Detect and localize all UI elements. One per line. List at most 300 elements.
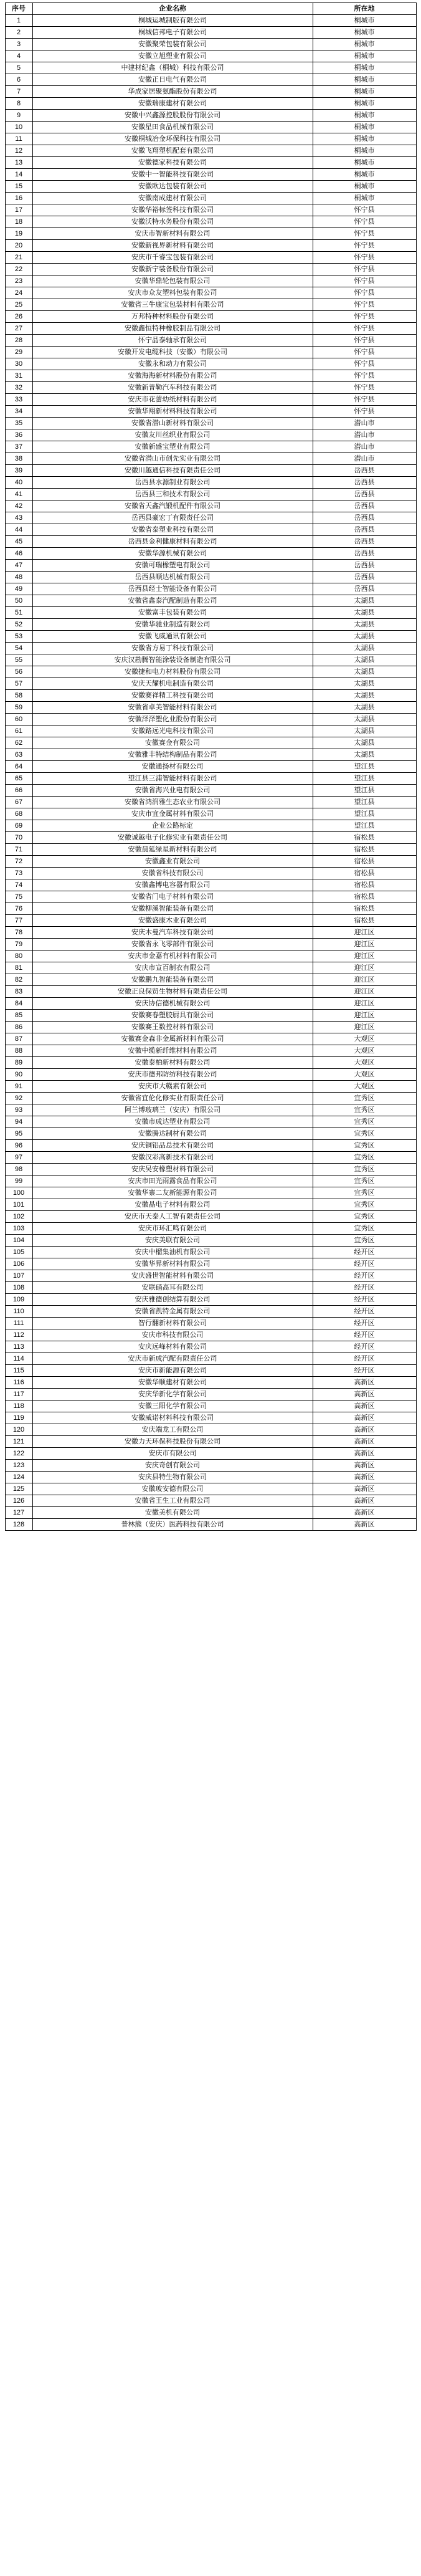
cell-index: 7 (5, 86, 32, 98)
cell-location: 潜山市 (313, 429, 416, 441)
cell-enterprise-name: 安庆美联有限公司 (32, 1235, 313, 1247)
table-row (5, 74, 416, 86)
cell-index: 113 (5, 1341, 32, 1353)
cell-location: 桐城市 (313, 145, 416, 157)
cell-enterprise-name: 安徽桐城冶金环保科技有限公司 (32, 133, 313, 145)
cell-location: 望江县 (313, 761, 416, 773)
cell-location: 潜山市 (313, 418, 416, 429)
cell-location: 经开区 (313, 1329, 416, 1341)
cell-location: 宿松县 (313, 856, 416, 868)
cell-index: 63 (5, 749, 32, 761)
cell-index: 77 (5, 915, 32, 927)
cell-enterprise-name: 安庆市德邦防纺科技有限公司 (32, 1069, 313, 1081)
cell-index: 122 (5, 1448, 32, 1460)
cell-enterprise-name: 安徽赛王数控材料有限公司 (32, 1022, 313, 1033)
cell-index: 34 (5, 406, 32, 418)
table-row (5, 299, 416, 311)
cell-enterprise-name: 万邦特种材料股份有限公司 (32, 311, 313, 323)
cell-enterprise-name: 安庆市宜金属材料有限公司 (32, 808, 313, 820)
table-row (5, 1033, 416, 1045)
cell-enterprise-name: 安徽欧达包装有限公司 (32, 181, 313, 193)
cell-location: 宜秀区 (313, 1211, 416, 1223)
cell-enterprise-name: 安徽腾达制材有限公司 (32, 1128, 313, 1140)
cell-location: 怀宁县 (313, 216, 416, 228)
cell-index: 53 (5, 631, 32, 643)
table-row (5, 1294, 416, 1306)
cell-location: 怀宁县 (313, 275, 416, 287)
cell-enterprise-name: 安徽瑞康建材有限公司 (32, 98, 313, 110)
cell-enterprise-name: 安徽华裕标签科技有限公司 (32, 204, 313, 216)
cell-enterprise-name: 安庆华新化学有限公司 (32, 1389, 313, 1401)
cell-index: 71 (5, 844, 32, 856)
cell-index: 2 (5, 27, 32, 39)
cell-location: 岳西县 (313, 512, 416, 524)
cell-index: 81 (5, 962, 32, 974)
table-row (5, 1093, 416, 1104)
cell-enterprise-name: 安徽省宜伦化修实业有限责任公司 (32, 1093, 313, 1104)
table-row (5, 50, 416, 62)
table-row (5, 418, 416, 429)
cell-enterprise-name: 安徽雅丰特结构制品有限公司 (32, 749, 313, 761)
cell-index: 61 (5, 725, 32, 737)
table-row (5, 15, 416, 27)
table-row (5, 370, 416, 382)
cell-enterprise-name: 安徽省天鑫汽锻机配件有限公司 (32, 500, 313, 512)
cell-enterprise-name: 安徽华源机械有限公司 (32, 548, 313, 560)
cell-enterprise-name: 怀宁晶泰轴承有限公司 (32, 335, 313, 347)
cell-index: 27 (5, 323, 32, 335)
cell-index: 44 (5, 524, 32, 536)
table-row (5, 27, 416, 39)
table-row (5, 524, 416, 536)
cell-enterprise-name: 安徽新普勒汽车科技有限公司 (32, 382, 313, 394)
cell-index: 89 (5, 1057, 32, 1069)
cell-enterprise-name: 岳西县金利健康材料有限公司 (32, 536, 313, 548)
table-row (5, 595, 416, 607)
cell-index: 47 (5, 560, 32, 572)
cell-location: 怀宁县 (313, 370, 416, 382)
cell-location: 桐城市 (313, 157, 416, 169)
cell-location: 怀宁县 (313, 347, 416, 358)
cell-index: 3 (5, 39, 32, 50)
table-row (5, 216, 416, 228)
cell-index: 93 (5, 1104, 32, 1116)
cell-index: 43 (5, 512, 32, 524)
cell-location: 高新区 (313, 1472, 416, 1483)
cell-location: 经开区 (313, 1294, 416, 1306)
cell-index: 62 (5, 737, 32, 749)
cell-location: 经开区 (313, 1306, 416, 1318)
cell-location: 望江县 (313, 785, 416, 797)
cell-enterprise-name: 安庆市众友塑料包装有限公司 (32, 287, 313, 299)
cell-location: 经开区 (313, 1341, 416, 1353)
cell-enterprise-name: 企业公路标定 (32, 820, 313, 832)
cell-index: 100 (5, 1187, 32, 1199)
cell-enterprise-name: 安徽新视界新材料有限公司 (32, 240, 313, 252)
cell-location: 桐城市 (313, 15, 416, 27)
table-row (5, 607, 416, 619)
table-row (5, 512, 416, 524)
cell-enterprise-name: 岳西县水源制业有限公司 (32, 477, 313, 489)
cell-location: 宜秀区 (313, 1128, 416, 1140)
cell-location: 望江县 (313, 773, 416, 785)
cell-index: 91 (5, 1081, 32, 1093)
cell-enterprise-name: 安徽晶电子材料有限公司 (32, 1199, 313, 1211)
cell-location: 桐城市 (313, 169, 416, 181)
table-row (5, 1495, 416, 1507)
cell-index: 6 (5, 74, 32, 86)
cell-location: 岳西县 (313, 500, 416, 512)
cell-location: 怀宁县 (313, 382, 416, 394)
cell-index: 103 (5, 1223, 32, 1235)
cell-index: 83 (5, 986, 32, 998)
cell-location: 宿松县 (313, 891, 416, 903)
cell-location: 宿松县 (313, 844, 416, 856)
table-row (5, 690, 416, 702)
cell-enterprise-name: 望江县三浦智能材料有限公司 (32, 773, 313, 785)
cell-location: 桐城市 (313, 62, 416, 74)
cell-index: 23 (5, 275, 32, 287)
cell-index: 128 (5, 1519, 32, 1531)
cell-index: 50 (5, 595, 32, 607)
cell-location: 怀宁县 (313, 240, 416, 252)
cell-location: 岳西县 (313, 560, 416, 572)
table-row (5, 1436, 416, 1448)
cell-enterprise-name: 桐城运城制版有限公司 (32, 15, 313, 27)
cell-index: 11 (5, 133, 32, 145)
cell-location: 迎江区 (313, 998, 416, 1010)
cell-enterprise-name: 安庆市田光雨露食品有限公司 (32, 1175, 313, 1187)
table-row (5, 1365, 416, 1377)
table-row (5, 1175, 416, 1187)
cell-location: 桐城市 (313, 39, 416, 50)
cell-enterprise-name: 安徽路远光电科技有限公司 (32, 725, 313, 737)
cell-location: 望江县 (313, 808, 416, 820)
cell-location: 迎江区 (313, 939, 416, 950)
cell-index: 40 (5, 477, 32, 489)
cell-enterprise-name: 安徽省鸿润雅生态农业有限公司 (32, 797, 313, 808)
cell-location: 怀宁县 (313, 311, 416, 323)
table-row (5, 974, 416, 986)
cell-enterprise-name: 安庆市天泰人工智有限责任公司 (32, 1211, 313, 1223)
cell-index: 51 (5, 607, 32, 619)
cell-location: 岳西县 (313, 489, 416, 500)
cell-enterprise-name: 安徽华翔新材料科技有限公司 (32, 406, 313, 418)
cell-location: 怀宁县 (313, 252, 416, 264)
column-header-index: 序号 (5, 3, 32, 15)
cell-enterprise-name: 安徽省门电子材料有限公司 (32, 891, 313, 903)
cell-enterprise-name: 安徽泽泽塑化业股份有限公司 (32, 714, 313, 725)
table-row (5, 1081, 416, 1093)
table-row (5, 453, 416, 465)
cell-location: 迎江区 (313, 927, 416, 939)
cell-enterprise-name: 安徽省潜山新材料有限公司 (32, 418, 313, 429)
table-row (5, 181, 416, 193)
table-row (5, 1152, 416, 1164)
table-row (5, 1010, 416, 1022)
table-row (5, 1483, 416, 1495)
cell-enterprise-name: 安徽华驰业制造有限公司 (32, 619, 313, 631)
cell-index: 74 (5, 879, 32, 891)
cell-index: 112 (5, 1329, 32, 1341)
cell-index: 90 (5, 1069, 32, 1081)
cell-index: 42 (5, 500, 32, 512)
table-row (5, 773, 416, 785)
table-row (5, 749, 416, 761)
cell-location: 高新区 (313, 1483, 416, 1495)
cell-enterprise-name: 安徽省泰塑业科技有限公司 (32, 524, 313, 536)
cell-location: 宜秀区 (313, 1235, 416, 1247)
cell-location: 宜秀区 (313, 1199, 416, 1211)
cell-enterprise-name: 智行翻新材料有限公司 (32, 1318, 313, 1329)
cell-enterprise-name: 安徽鹏九智能装备有限公司 (32, 974, 313, 986)
cell-location: 岳西县 (313, 572, 416, 583)
table-header-row (5, 3, 416, 15)
cell-index: 116 (5, 1377, 32, 1389)
cell-enterprise-name: 安徽省三牛康宝包装材料有限公司 (32, 299, 313, 311)
cell-index: 10 (5, 122, 32, 133)
cell-index: 109 (5, 1294, 32, 1306)
table-row (5, 666, 416, 678)
cell-location: 宜秀区 (313, 1104, 416, 1116)
table-row (5, 465, 416, 477)
cell-enterprise-name: 中建材纪鑫（桐城）科技有限公司 (32, 62, 313, 74)
table-row (5, 903, 416, 915)
table-row (5, 619, 416, 631)
cell-enterprise-name: 安徽德家科技有限公司 (32, 157, 313, 169)
cell-enterprise-name: 安徽中兴鑫源控股股份有限公司 (32, 110, 313, 122)
table-row (5, 1057, 416, 1069)
cell-location: 太湖县 (313, 725, 416, 737)
cell-enterprise-name: 安徽泰柏新材料有限公司 (32, 1057, 313, 1069)
cell-location: 太湖县 (313, 619, 416, 631)
cell-enterprise-name: 安徽柳溪智能装备有限公司 (32, 903, 313, 915)
cell-index: 1 (5, 15, 32, 27)
cell-enterprise-name: 安徽川越通信科技有限责任公司 (32, 465, 313, 477)
cell-enterprise-name: 安庆县特生物有限公司 (32, 1472, 313, 1483)
cell-enterprise-name: 桐城信邦电子有限公司 (32, 27, 313, 39)
cell-index: 12 (5, 145, 32, 157)
table-row (5, 572, 416, 583)
table-row (5, 654, 416, 666)
table-row (5, 133, 416, 145)
cell-location: 大观区 (313, 1069, 416, 1081)
table-row (5, 1519, 416, 1531)
cell-enterprise-name: 安徽新盛宝塑业有限公司 (32, 441, 313, 453)
table-row (5, 311, 416, 323)
cell-location: 岳西县 (313, 524, 416, 536)
cell-index: 124 (5, 1472, 32, 1483)
cell-enterprise-name: 安徽赛金有限公司 (32, 737, 313, 749)
cell-index: 60 (5, 714, 32, 725)
cell-location: 怀宁县 (313, 204, 416, 216)
table-row (5, 228, 416, 240)
cell-enterprise-name: 安徽晨延绿星新材料有限公司 (32, 844, 313, 856)
cell-enterprise-name: 安徽鑫业有限公司 (32, 856, 313, 868)
cell-enterprise-name: 安徽盛康木业有限公司 (32, 915, 313, 927)
cell-index: 39 (5, 465, 32, 477)
cell-location: 岳西县 (313, 465, 416, 477)
cell-location: 宜秀区 (313, 1223, 416, 1235)
table-row (5, 477, 416, 489)
cell-index: 24 (5, 287, 32, 299)
cell-location: 高新区 (313, 1507, 416, 1519)
cell-location: 太湖县 (313, 749, 416, 761)
cell-location: 太湖县 (313, 595, 416, 607)
cell-index: 33 (5, 394, 32, 406)
cell-location: 高新区 (313, 1377, 416, 1389)
table-row (5, 169, 416, 181)
table-row (5, 1187, 416, 1199)
table-row (5, 820, 416, 832)
cell-index: 41 (5, 489, 32, 500)
table-row (5, 761, 416, 773)
cell-enterprise-name: 安徽华顺建材有限公司 (32, 1377, 313, 1389)
cell-index: 120 (5, 1424, 32, 1436)
cell-index: 97 (5, 1152, 32, 1164)
cell-index: 56 (5, 666, 32, 678)
table-row (5, 1401, 416, 1412)
cell-enterprise-name: 安徽省王生工业有限公司 (32, 1495, 313, 1507)
table-row (5, 950, 416, 962)
cell-index: 58 (5, 690, 32, 702)
table-row (5, 714, 416, 725)
cell-enterprise-name: 安徽威诺材料科技有限公司 (32, 1412, 313, 1424)
cell-enterprise-name: 安庆天耀机电制造有限公司 (32, 678, 313, 690)
cell-index: 115 (5, 1365, 32, 1377)
cell-location: 经开区 (313, 1258, 416, 1270)
cell-enterprise-name: 安庆市新能源有限公司 (32, 1365, 313, 1377)
table-row (5, 1412, 416, 1424)
cell-location: 桐城市 (313, 50, 416, 62)
cell-enterprise-name: 安徽美机有限公司 (32, 1507, 313, 1519)
table-row (5, 560, 416, 572)
table-row (5, 122, 416, 133)
cell-enterprise-name: 安庆市金嘉有机材料有限公司 (32, 950, 313, 962)
cell-enterprise-name: 安徽正日电气有限公司 (32, 74, 313, 86)
cell-index: 105 (5, 1247, 32, 1258)
cell-location: 经开区 (313, 1247, 416, 1258)
table-row (5, 110, 416, 122)
cell-enterprise-name: 安庆市智新材料有限公司 (32, 228, 313, 240)
cell-index: 101 (5, 1199, 32, 1211)
cell-location: 宜秀区 (313, 1093, 416, 1104)
cell-index: 64 (5, 761, 32, 773)
cell-location: 迎江区 (313, 974, 416, 986)
cell-index: 95 (5, 1128, 32, 1140)
cell-enterprise-name: 安徽新宁装备股份有限公司 (32, 264, 313, 275)
cell-index: 20 (5, 240, 32, 252)
table-row (5, 1282, 416, 1294)
table-row (5, 737, 416, 749)
table-row (5, 548, 416, 560)
cell-location: 宿松县 (313, 879, 416, 891)
cell-index: 32 (5, 382, 32, 394)
cell-enterprise-name: 安徽友川丝织业有限公司 (32, 429, 313, 441)
cell-enterprise-name: 安徽开发电缆科技（安徽）有限公司 (32, 347, 313, 358)
cell-location: 桐城市 (313, 133, 416, 145)
cell-location: 高新区 (313, 1424, 416, 1436)
table-row (5, 287, 416, 299)
table-row (5, 1235, 416, 1247)
cell-location: 宜秀区 (313, 1140, 416, 1152)
cell-enterprise-name: 安徽赛金森非金属新材料有限公司 (32, 1033, 313, 1045)
cell-location: 迎江区 (313, 986, 416, 998)
cell-enterprise-name: 安徽正良保贸生物材料有限责任公司 (32, 986, 313, 998)
cell-index: 86 (5, 1022, 32, 1033)
table-row (5, 1424, 416, 1436)
cell-enterprise-name: 安徽赛春塑胶厨具有限公司 (32, 1010, 313, 1022)
cell-index: 87 (5, 1033, 32, 1045)
cell-index: 16 (5, 193, 32, 204)
cell-index: 117 (5, 1389, 32, 1401)
cell-index: 68 (5, 808, 32, 820)
cell-index: 65 (5, 773, 32, 785)
table-row (5, 441, 416, 453)
table-row (5, 1164, 416, 1175)
cell-index: 45 (5, 536, 32, 548)
cell-enterprise-name: 安徽玻安德有限公司 (32, 1483, 313, 1495)
cell-location: 高新区 (313, 1448, 416, 1460)
cell-index: 80 (5, 950, 32, 962)
cell-location: 高新区 (313, 1436, 416, 1448)
cell-location: 桐城市 (313, 86, 416, 98)
cell-index: 126 (5, 1495, 32, 1507)
cell-location: 怀宁县 (313, 335, 416, 347)
cell-enterprise-name: 安徽捷和电力材料股份有限公司 (32, 666, 313, 678)
table-row (5, 785, 416, 797)
cell-enterprise-name: 安徽星田食品机械有限公司 (32, 122, 313, 133)
cell-location: 岳西县 (313, 548, 416, 560)
cell-enterprise-name: 安徽汉彩高新技术有限公司 (32, 1152, 313, 1164)
cell-enterprise-name: 安联硝高耳有限公司 (32, 1282, 313, 1294)
cell-index: 102 (5, 1211, 32, 1223)
table-body (5, 15, 416, 1531)
cell-index: 123 (5, 1460, 32, 1472)
table-row (5, 998, 416, 1010)
cell-index: 57 (5, 678, 32, 690)
cell-index: 88 (5, 1045, 32, 1057)
cell-index: 79 (5, 939, 32, 950)
cell-enterprise-name: 安庆雅德创结算有限公司 (32, 1294, 313, 1306)
cell-index: 13 (5, 157, 32, 169)
cell-enterprise-name: 安徽力天环保科技股份有限公司 (32, 1436, 313, 1448)
cell-index: 66 (5, 785, 32, 797)
cell-enterprise-name: 安徽中一智能科技有限公司 (32, 169, 313, 181)
cell-location: 高新区 (313, 1412, 416, 1424)
cell-enterprise-name: 安徽海海新材料股份有限公司 (32, 370, 313, 382)
cell-index: 121 (5, 1436, 32, 1448)
table-row (5, 939, 416, 950)
cell-location: 太湖县 (313, 607, 416, 619)
cell-enterprise-name: 安庆木曼汽车科技有限公司 (32, 927, 313, 939)
table-row (5, 429, 416, 441)
cell-index: 110 (5, 1306, 32, 1318)
cell-index: 108 (5, 1282, 32, 1294)
cell-location: 桐城市 (313, 74, 416, 86)
table-row (5, 986, 416, 998)
table-row (5, 1353, 416, 1365)
table-row (5, 1377, 416, 1389)
cell-index: 82 (5, 974, 32, 986)
cell-enterprise-name: 安徽中缆新纤维材料有限公司 (32, 1045, 313, 1057)
cell-index: 92 (5, 1093, 32, 1104)
table-row (5, 1507, 416, 1519)
cell-enterprise-name: 安徽南成建材有限公司 (32, 193, 313, 204)
cell-enterprise-name: 阿兰博玻璃兰（安庆）有限公司 (32, 1104, 313, 1116)
table-row (5, 489, 416, 500)
cell-enterprise-name: 岳西县三和技术有限公司 (32, 489, 313, 500)
